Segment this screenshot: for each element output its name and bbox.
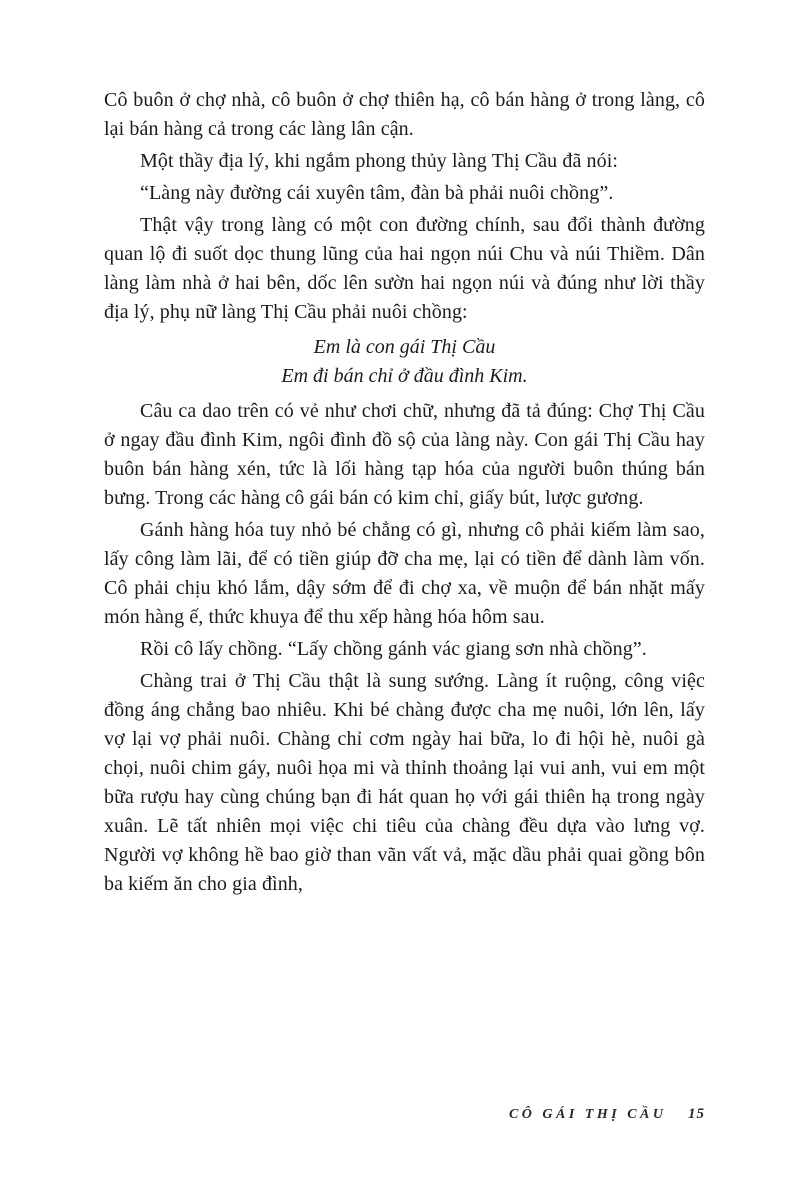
folk-verse (104, 333, 705, 391)
paragraph: Thật vậy trong làng có một con đường chính, sau đổi thành đường quan lộ đi suốt dọc thung lũng của hai ngọn núi Chu và núi Thiềm. Dân làng làm nhà ở hai bên, dốc lên sườn hai ngọn núi và đúng như lời thầy địa lý, phụ nữ làng Thị Cầu phải nuôi chồng: (104, 214, 705, 323)
verse-line: Em là con gái Thị Cầu (313, 336, 496, 358)
paragraph: Cô buôn ở chợ nhà, cô buôn ở chợ thiên hạ, cô bán hàng ở trong làng, cô lại bán hàng cả trong các làng lân cận. (104, 89, 705, 140)
paragraph: Chàng trai ở Thị Cầu thật là sung sướng. Làng ít ruộng, công việc đồng áng chẳng bao nhiêu. Khi bé chàng được cha mẹ nuôi, lớn lên, lấy vợ lại vợ phải nuôi. Chàng chỉ cơm ngày hai bữa, lo đi hội hè, nuôi gà chọi, nuôi chim gáy, nuôi họa mi và thỉnh thoảng lại vui anh, vui em một bữa rượu hay cùng chúng bạn đi hát quan họ với gái thiên hạ trong ngày xuân. Lẽ tất nhiên mọi việc chi tiêu của chàng đều dựa vào lưng vợ. Người vợ không hề bao giờ than vãn vất vả, mặc dầu phải quai gồng bôn ba kiếm ăn cho gia đình, (104, 670, 705, 895)
verse-line: Em đi bán chỉ ở đầu đình Kim. (281, 365, 528, 387)
paragraph: Câu ca dao trên có vẻ như chơi chữ, nhưng đã tả đúng: Chợ Thị Cầu ở ngay đầu đình Kim, ngôi đình đồ sộ của làng này. Con gái Thị Cầu hay buôn bán hàng xén, tức là lối hàng tạp hóa của người buôn thúng bán bưng. Trong các hàng cô gái bán có kim chỉ, giấy bút, lược gương. (104, 400, 705, 509)
paragraph: Một thầy địa lý, khi ngắm phong thủy làng Thị Cầu đã nói: (140, 150, 619, 172)
paragraph: Gánh hàng hóa tuy nhỏ bé chẳng có gì, nhưng cô phải kiếm làm sao, lấy công làm lãi, để có tiền giúp đỡ cha mẹ, lại có tiền để dành làm vốn. Cô phải chịu khó lắm, dậy sớm để đi chợ xa, về muộn để bán nhặt mấy món hàng ế, thức khuya để thu xếp hàng hóa hôm sau. (104, 519, 705, 628)
paragraph: Rồi cô lấy chồng. “Lấy chồng gánh vác giang sơn nhà chồng”. (140, 638, 647, 660)
text-column (104, 86, 705, 902)
page-footer (509, 1106, 705, 1123)
page-number: 15 (688, 1106, 705, 1122)
paragraph-quote: “Làng này đường cái xuyên tâm, đàn bà phải nuôi chồng”. (140, 182, 614, 204)
running-title: CÔ GÁI THỊ CẦU (508, 1107, 667, 1122)
